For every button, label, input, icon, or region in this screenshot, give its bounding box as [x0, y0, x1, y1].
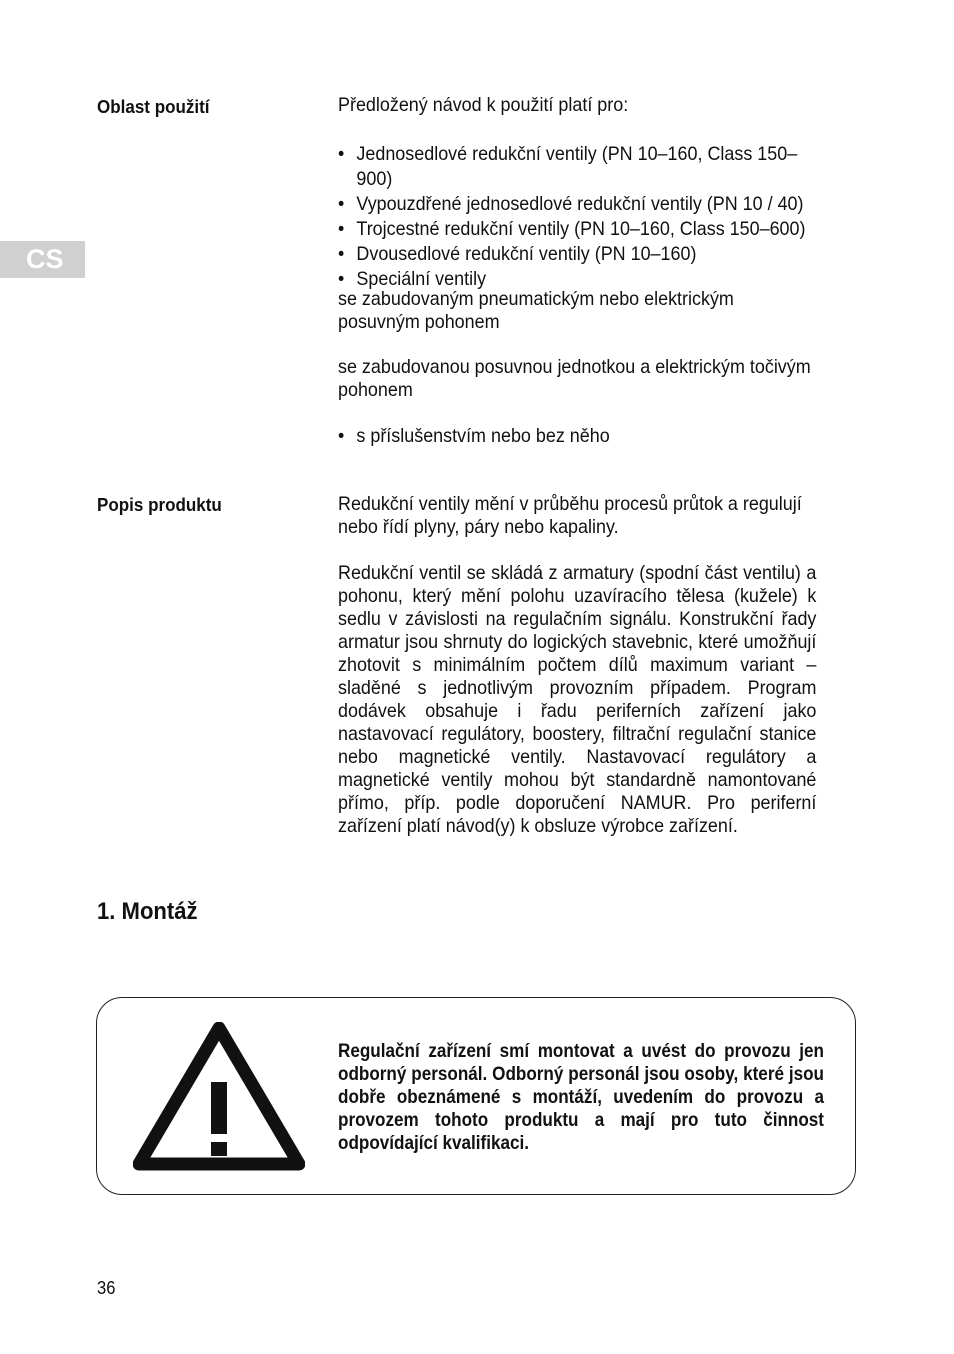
scope-para-rotary-wrapper	[338, 356, 816, 402]
accessory-list-wrapper	[338, 424, 816, 449]
accessory-list	[338, 424, 816, 449]
scope-para-pneumatic-wrapper	[338, 288, 816, 334]
scope-list	[338, 142, 816, 292]
list-item: • Speciální ventily	[338, 267, 816, 292]
language-tab: CS	[0, 241, 85, 278]
product-para1-wrapper	[338, 493, 816, 539]
scope-para-rotary: se zabudovanou posuvnou jednotkou a elektrickým točivým pohonem	[338, 356, 811, 401]
scope-intro	[338, 94, 816, 117]
warning-text: Regulační zařízení smí montovat a uvést do provozu jen odborný personál. Odborný personál jsou osoby, které jsou dobře obeznámené s montáží, uvedením do provozu a provozem tohoto produktu a mají pro tuto činnost odpovídající kvalifikaci.	[338, 1041, 824, 1154]
list-item: • Trojcestné redukční ventily (PN 10–160, Class 150–600)	[338, 217, 816, 242]
page-number: 36	[97, 1278, 116, 1298]
list-item: • Jednosedlové redukční ventily (PN 10–160, Class 150–900)	[338, 142, 816, 192]
product-para2-wrapper	[338, 562, 816, 838]
list-item: • Vypouzdřené jednosedlové redukční ventily (PN 10 / 40)	[338, 192, 816, 217]
scope-para-pneumatic: se zabudovaným pneumatickým nebo elektrickým posuvným pohonem	[338, 288, 734, 333]
scope-intro-text: Předložený návod k použití platí pro:	[338, 94, 629, 116]
list-item: • Dvousedlové redukční ventily (PN 10–160)	[338, 242, 816, 267]
list-item: • s příslušenstvím nebo bez něho	[338, 424, 816, 449]
product-label: Popis produktu	[97, 494, 222, 515]
scope-list-wrapper	[338, 142, 816, 292]
scope-label: Oblast použití	[97, 96, 210, 117]
section-heading: 1. Montáž	[97, 898, 198, 925]
product-para1: Redukční ventily mění v průběhu procesů průtok a regulují nebo řídí plyny, páry nebo kapaliny.	[338, 493, 802, 538]
warning-triangle-icon	[133, 1022, 305, 1172]
product-para2: Redukční ventil se skládá z armatury (spodní část ventilu) a pohonu, který mění polohu uzavíracího tělesa (kuželе) k sedlu v závislosti na regulačním signálu. Konstrukční řady armatur jsou shrnuty do logických stavebnic, které umožňují zhotovit s minimálním počtem dílů maximum variant – sladěné s jednotlivým provozním případem. Program dodávek obsahuje i řadu periferních zařízení jako nastavovací regulátory, boostery, filtrační regulační stanice nebo magnetické ventily. Nastavovací regulátory a magnetické ventily mohou být standardně namontované přímo, příp. podle doporučení NAMUR. Pro periferní zařízení platí návod(y) k obsluze výrobce zařízení.	[338, 562, 817, 837]
